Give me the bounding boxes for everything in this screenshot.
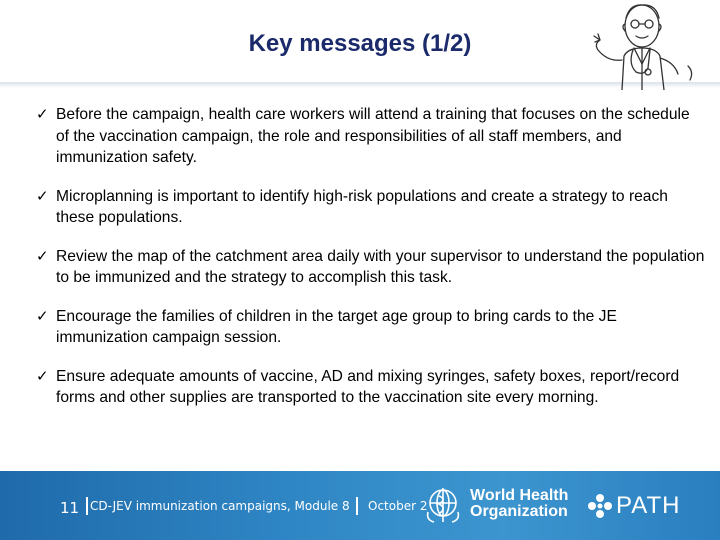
list-item <box>36 306 706 349</box>
footer-divider <box>86 497 88 515</box>
bullet-text: Ensure adequate amounts of vaccine, AD and mixing syringes, safety boxes, report/record forms and other supplies are transported to the vaccination site every morning. <box>56 367 680 406</box>
footer-bar <box>0 471 720 540</box>
date-label: October 2 <box>368 499 428 513</box>
check-icon: ✓ <box>36 306 49 325</box>
bullet-text: Before the campaign, health care workers will attend a training that focuses on the schedule of the vaccination campaign, the role and responsibilities of all staff members, and immunization safety. <box>56 106 690 166</box>
list-item <box>36 246 706 289</box>
path-logo-icon <box>587 493 613 519</box>
who-line-1: World Health <box>470 487 569 504</box>
bullet-text: Encourage the families of children in the target age group to bring cards to the JE immunization campaign session. <box>56 307 617 346</box>
page-number: 11 <box>60 499 80 517</box>
check-icon: ✓ <box>36 105 49 123</box>
doctor-illustration-icon <box>578 0 720 90</box>
check-icon: ✓ <box>36 366 49 385</box>
who-emblem-icon <box>422 484 464 526</box>
check-icon: ✓ <box>36 186 49 205</box>
key-messages-list <box>36 104 706 426</box>
who-line-2: Organization <box>470 503 568 520</box>
check-icon: ✓ <box>36 246 49 265</box>
path-logo-text: PATH <box>616 492 681 519</box>
bullet-text: Microplanning is important to identify high-risk populations and create a strategy to reach these populations. <box>56 187 668 226</box>
footer-divider <box>356 497 358 515</box>
list-item <box>36 186 706 229</box>
list-item <box>36 104 706 169</box>
who-logo-text <box>470 488 568 520</box>
list-item <box>36 366 706 409</box>
module-label: CD-JEV immunization campaigns, Module 8 <box>90 499 350 513</box>
slide-title: Key messages (1/2) <box>248 30 472 57</box>
bullet-text: Review the map of the catchment area daily with your supervisor to understand the population to be immunized and the strategy to accomplish this task. <box>56 247 705 286</box>
